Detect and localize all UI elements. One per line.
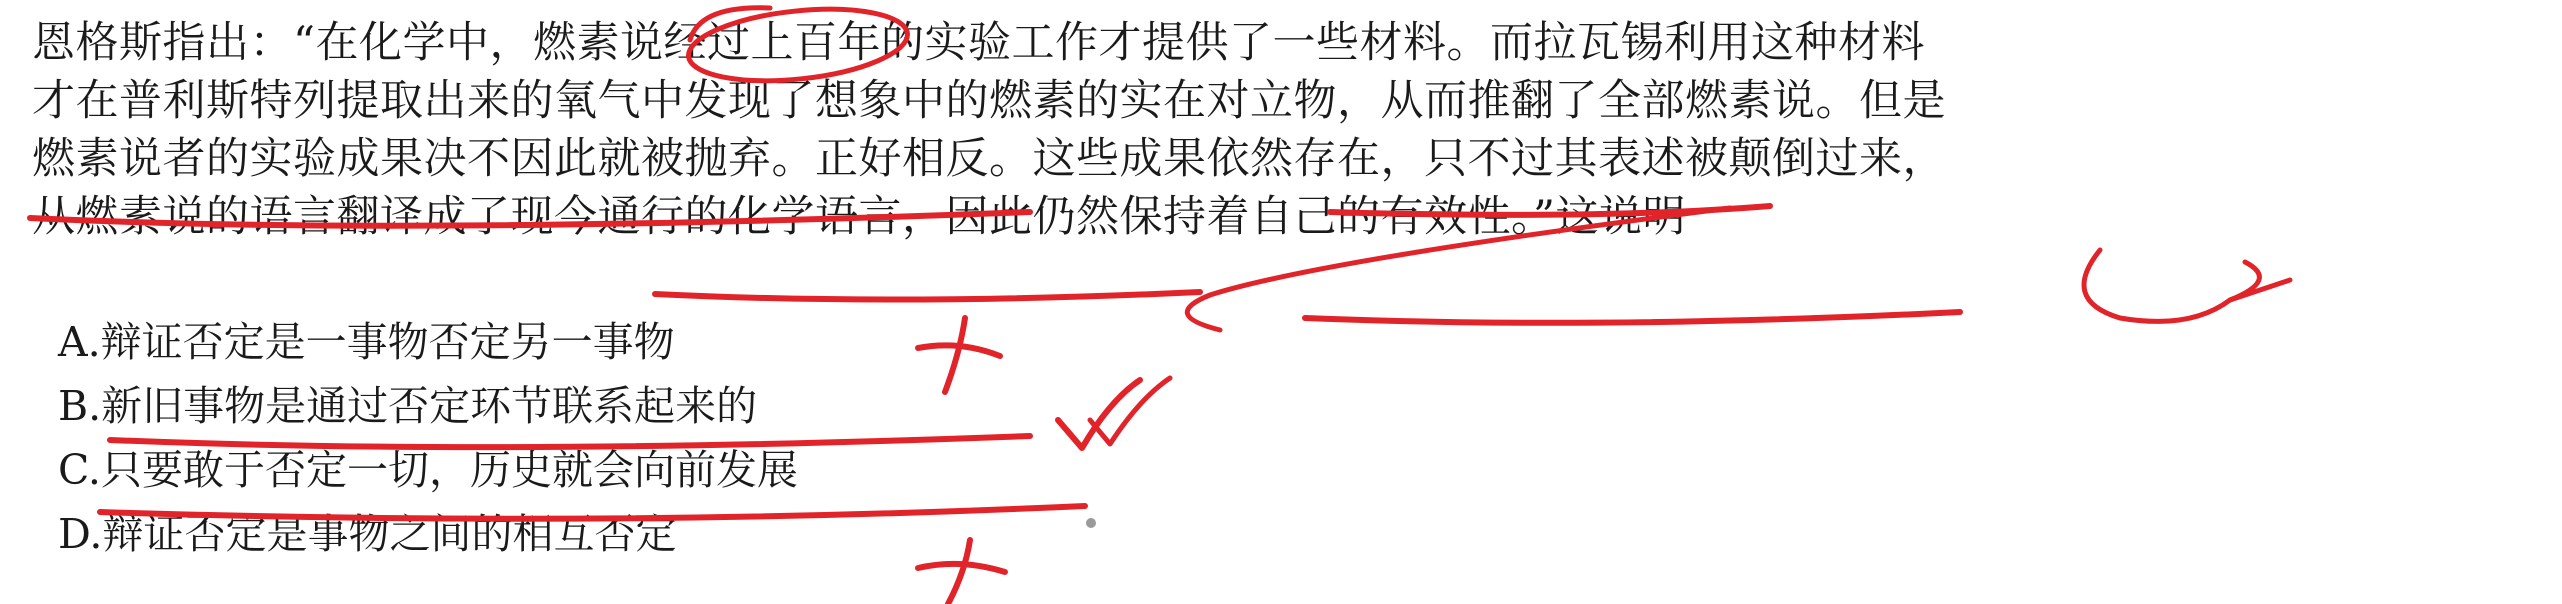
tail-mark-this-shows [2230, 280, 2290, 300]
passage-line-1: 恩格斯指出：“在化学中，燃素说经过上百年的实验工作才提供了一些材料。而拉瓦锡利用这种材料 [32, 18, 1925, 68]
answer-options [58, 310, 1458, 566]
option-a-key: A. [58, 318, 101, 366]
option-b-text: 新旧事物是通过否定环节联系起来的 [101, 382, 758, 430]
question-passage [32, 14, 2542, 246]
option-d-key: D. [58, 510, 103, 558]
passage-line-4: 从燃素说的语言翻译成了现今通行的化学语言，因此仍然保持着自己的有效性。”这说明 [32, 192, 1686, 242]
cursor-dot [1086, 518, 1096, 528]
option-d[interactable] [58, 502, 1458, 566]
option-c-text: 只要敢于否定一切，历史就会向前发展 [100, 446, 798, 494]
passage-line-3: 燃素说者的实验成果决不因此就被抛弃。正好相反。这些成果依然存在，只不过其表述被颠倒过来， [32, 134, 1946, 184]
circle-mark-this-shows [2084, 250, 2259, 321]
option-a-text: 辩证否定是一事物否定另一事物 [100, 318, 675, 366]
underline-line4-a [655, 292, 1200, 300]
option-c[interactable] [58, 438, 1458, 502]
option-a[interactable] [58, 310, 1458, 374]
option-b[interactable] [58, 374, 1458, 438]
option-c-key: C. [58, 446, 101, 494]
option-b-key: B. [58, 382, 102, 430]
option-d-text: 辩证否定是事物之间的相互否定 [102, 510, 677, 558]
passage-line-2: 才在普利斯特列提取出来的氧气中发现了想象中的燃素的实在对立物，从而推翻了全部燃素说。但是 [32, 76, 1946, 126]
